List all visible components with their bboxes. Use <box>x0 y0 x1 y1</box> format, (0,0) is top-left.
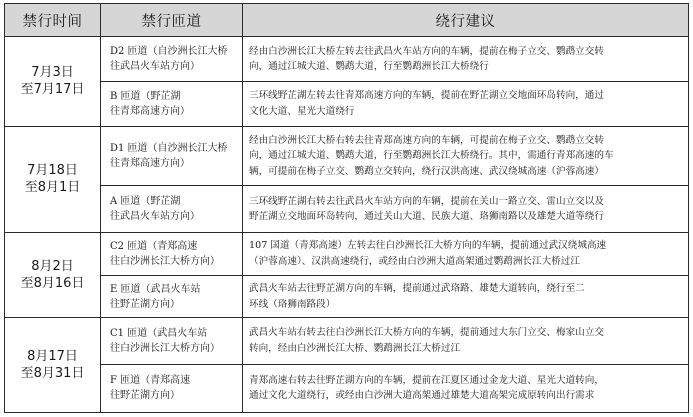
ramp-line: D2 匝道（自沙洲长江大桥 <box>110 46 228 58</box>
period-start: 7月3日 <box>31 65 74 81</box>
advice-cell <box>243 186 689 232</box>
advice-line: 经由白沙洲长江大桥右转去往青郑高速方向的车辆，可提前在梅子立交、鹦鹉立交转 <box>249 134 604 146</box>
period-cell <box>5 232 101 318</box>
ramp-line: C1 匝道（武昌火车站 <box>110 327 208 339</box>
advice-line: 环线（珞狮南路段） <box>249 298 336 310</box>
ramp-line: 往白沙洲长江大桥方向） <box>110 255 220 267</box>
period-cell <box>5 126 101 232</box>
period-end: 至7月17日 <box>20 82 85 98</box>
period-end: 至8月1日 <box>24 180 81 196</box>
table-row <box>5 275 689 317</box>
advice-line: 辆，可提前在梅子立交、鹦鹉立交转向，绕行汉洪高速、武汉绕城高速（沪蓉高速） <box>249 165 604 177</box>
ramp-line: B 匝道（野芷湖 <box>110 90 181 102</box>
ramp-line: 往青郑高速方向） <box>110 157 190 169</box>
table-row <box>5 364 689 412</box>
ramp-cell <box>101 37 243 82</box>
ramp-cell <box>101 82 243 126</box>
ramp-line: E 匝道（武昌火车站 <box>110 283 201 295</box>
advice-line: 转向，经由白沙洲长江大桥、鹦鹉洲长江大桥过江 <box>249 342 461 354</box>
advice-line: 通过文化大道绕行，或经由白沙洲大道高架通过雄楚大道高架完成原转向出行需求 <box>249 390 595 402</box>
advice-cell <box>243 364 689 412</box>
advice-cell <box>243 232 689 275</box>
advice-line: 青郑高速右转去往野芷湖方向的车辆，提前在江夏区通过金龙大道、星光大道转向， <box>249 374 604 386</box>
period-cell <box>5 318 101 413</box>
table-row <box>5 37 689 82</box>
ramp-cell <box>101 275 243 317</box>
ramp-cell <box>101 232 243 275</box>
period-end: 至8月31日 <box>20 366 85 382</box>
table-row <box>5 82 689 126</box>
advice-line: 武昌火车站右转去往白沙洲长江大桥方向的车辆，提前通过大东门立交、梅家山立交 <box>249 327 604 339</box>
advice-line: 向，通过江城大道、鹦鹉大道，行至鹦鹉洲长江大桥绕行 <box>249 61 489 73</box>
closure-table <box>4 3 689 413</box>
ramp-line: 往武昌火车站方向） <box>110 61 200 73</box>
advice-line: 文化大道、星光大道绕行 <box>249 105 355 117</box>
advice-cell <box>243 37 689 82</box>
header-ramp: 禁行匝道 <box>101 4 243 37</box>
table-row <box>5 186 689 232</box>
period-end: 至8月16日 <box>20 275 85 291</box>
period-start: 7月18日 <box>27 163 78 179</box>
ramp-line: 往青郑高速方向） <box>110 105 190 117</box>
table-row <box>5 318 689 364</box>
table-row <box>5 126 689 186</box>
advice-line: 向，通过江城大道、鹦鹉大道，行至鹦鹉洲长江大桥绕行。其中，需通行青郑高速的车 <box>249 150 614 162</box>
ramp-cell <box>101 318 243 364</box>
table-row <box>5 232 689 275</box>
ramp-line: A 匝道（野芷湖 <box>110 196 181 207</box>
advice-cell <box>243 318 689 364</box>
ramp-cell <box>101 186 243 232</box>
period-start: 8月17日 <box>27 349 78 365</box>
period-cell <box>5 37 101 127</box>
ramp-line: 往野芷湖方向） <box>110 298 180 310</box>
ramp-cell <box>101 364 243 412</box>
table-header-row <box>5 4 689 37</box>
header-advice: 绕行建议 <box>243 4 689 37</box>
advice-line: 三环线野芷湖右转去往武昌火车站方向的车辆，提前在关山一路立交、雷山立交以及 <box>249 195 604 207</box>
period-start: 8月2日 <box>31 258 74 274</box>
ramp-line: 往野芷湖方向） <box>110 390 180 402</box>
advice-cell <box>243 126 689 186</box>
ramp-line: 往武昌火车站方向） <box>110 211 200 222</box>
advice-line: 经由白沙洲长江大桥左转去往武昌火车站方向的车辆，提前在梅子立交、鹦鹉立交转 <box>249 45 604 57</box>
ramp-line: 往白沙洲长江大桥方向） <box>110 342 220 354</box>
advice-cell <box>243 275 689 317</box>
advice-cell <box>243 82 689 126</box>
ramp-cell <box>101 126 243 186</box>
advice-line: 三环线野芷湖左转去往青郑高速方向的车辆，提前在野芷湖立交地面环岛转向，通过 <box>249 90 604 102</box>
advice-line: （沪蓉高速）、汉洪高速绕行，或经由白沙洲大道高架通过鹦鹉洲长江大桥过江 <box>249 255 580 267</box>
ramp-line: D1 匝道（自沙洲长江大桥 <box>110 142 228 154</box>
advice-line: 武昌火车站去往野芷湖方向的车辆，提前通过武珞路、雄楚大道转向，绕行至二 <box>249 283 585 295</box>
advice-line: 107 国道（青郑高速）左转去往白沙洲长江大桥方向的车辆，提前通过武汉绕城高速 <box>249 240 607 252</box>
ramp-line: C2 匝道（青郑高速 <box>110 240 198 252</box>
ramp-line: F 匝道（青郑高速 <box>110 375 191 387</box>
header-time: 禁行时间 <box>5 4 101 37</box>
advice-line: 野芷湖立交地面环岛转向，通过关山大道、民族大道、珞狮南路以及雄楚大道等绕行 <box>249 211 604 222</box>
